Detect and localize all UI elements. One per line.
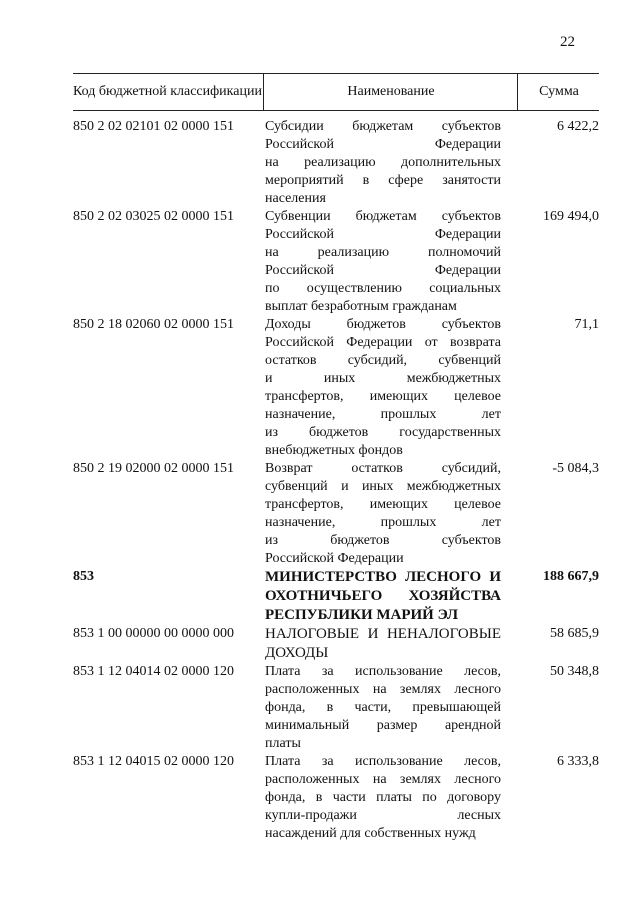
row-name-line: Российской Федерации [265, 137, 501, 152]
row-name-line: мероприятий в сфере занятости [265, 173, 501, 188]
row-name [265, 625, 501, 663]
row-name-line: купли-продажи лесных [265, 808, 501, 823]
row-name-line: трансфертов, имеющих целевое [265, 497, 501, 512]
row-name-line: расположенных на землях лесного [265, 772, 501, 787]
row-name-line: минимальный размер арендной [265, 718, 501, 733]
row-code: 853 1 12 04015 02 0000 120 [73, 754, 234, 769]
row-amount: 6 333,8 [557, 754, 599, 769]
table-row [73, 208, 599, 316]
row-name-line: Российской Федерации [265, 227, 501, 242]
header-name: Наименование [263, 74, 518, 110]
row-name-line: НАЛОГОВЫЕ И НЕНАЛОГОВЫЕ [265, 626, 501, 642]
row-name-line: насаждений для собственных нужд [265, 826, 476, 841]
header-code: Код бюджетной классификации [73, 84, 262, 99]
row-code: 850 2 02 03025 02 0000 151 [73, 209, 234, 224]
row-name [265, 118, 501, 208]
row-name-line: субвенций и иных межбюджетных [265, 479, 501, 494]
row-name-line: ОХОТНИЧЬЕГО ХОЗЯЙСТВА [265, 588, 501, 604]
table-row [73, 118, 599, 208]
row-name-line: Российской Федерации от возврата [265, 335, 501, 350]
row-code: 850 2 18 02060 02 0000 151 [73, 317, 234, 332]
row-name [265, 663, 501, 753]
page-number: 22 [560, 34, 575, 50]
row-name-line: трансфертов, имеющих целевое [265, 389, 501, 404]
row-name-line: назначение, прошлых лет [265, 515, 501, 530]
row-name-line: по осуществлению социальных [265, 281, 501, 296]
row-name-line: ДОХОДЫ [265, 645, 329, 661]
row-name-line: фонда, в части, превышающей [265, 700, 501, 715]
row-name-line: Плата за использование лесов, [265, 754, 501, 769]
row-name-line: Российской Федерации [265, 551, 404, 566]
row-code: 850 2 02 02101 02 0000 151 [73, 119, 234, 134]
row-name-line: МИНИСТЕРСТВО ЛЕСНОГО И [265, 569, 501, 585]
row-name [265, 316, 501, 460]
row-amount: 58 685,9 [550, 626, 599, 641]
row-code: 853 1 00 00000 00 0000 000 [73, 626, 234, 641]
row-name-line: Возврат остатков субсидий, [265, 461, 501, 476]
row-amount: -5 084,3 [552, 461, 599, 476]
table-header [73, 73, 599, 111]
table-row [73, 460, 599, 568]
row-name [265, 208, 501, 316]
row-amount: 188 667,9 [543, 569, 599, 584]
header-sum: Сумма [517, 74, 600, 110]
row-code: 853 1 12 04014 02 0000 120 [73, 664, 234, 679]
row-name-line: населения [265, 191, 326, 206]
row-name-line: и иных межбюджетных [265, 371, 501, 386]
row-name-line: Российской Федерации [265, 263, 501, 278]
table-row [73, 625, 599, 663]
table-row [73, 568, 599, 625]
row-name-line: остатков субсидий, субвенций [265, 353, 501, 368]
row-name-line: платы [265, 736, 301, 751]
row-name-line: Субсидии бюджетам субъектов [265, 119, 501, 134]
row-name [265, 568, 501, 625]
row-code: 853 [73, 569, 94, 584]
table-row [73, 316, 599, 460]
table-body [73, 118, 599, 843]
row-name-line: Плата за использование лесов, [265, 664, 501, 679]
row-name-line: из бюджетов государственных [265, 425, 501, 440]
row-name-line: на реализацию дополнительных [265, 155, 501, 170]
row-amount: 6 422,2 [557, 119, 599, 134]
row-amount: 71,1 [574, 317, 599, 332]
row-name-line: внебюджетных фондов [265, 443, 403, 458]
row-name [265, 460, 501, 568]
row-amount: 169 494,0 [543, 209, 599, 224]
row-name-line: Доходы бюджетов субъектов [265, 317, 501, 332]
row-name-line: Субвенции бюджетам субъектов [265, 209, 501, 224]
row-name-line: фонда, в части платы по договору [265, 790, 501, 805]
row-code: 850 2 19 02000 02 0000 151 [73, 461, 234, 476]
row-name-line: РЕСПУБЛИКИ МАРИЙ ЭЛ [265, 607, 459, 623]
table-row [73, 753, 599, 843]
row-amount: 50 348,8 [550, 664, 599, 679]
row-name-line: из бюджетов субъектов [265, 533, 501, 548]
row-name-line: выплат безработным гражданам [265, 299, 457, 314]
row-name-line: на реализацию полномочий [265, 245, 501, 260]
row-name [265, 753, 501, 843]
table-row [73, 663, 599, 753]
row-name-line: назначение, прошлых лет [265, 407, 501, 422]
row-name-line: расположенных на землях лесного [265, 682, 501, 697]
